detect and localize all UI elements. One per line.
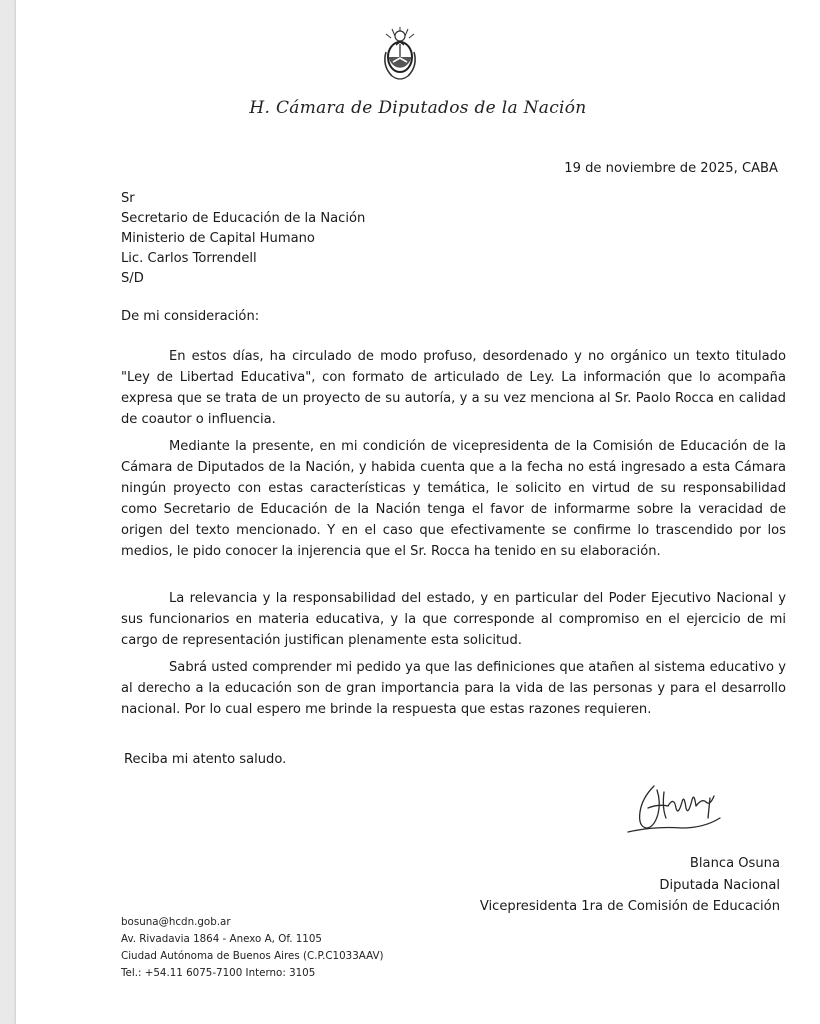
letter-date: 19 de noviembre de 2025, CABA — [564, 161, 778, 176]
chamber-letterhead: H. Cámara de Diputados de la Nación — [249, 98, 587, 118]
body-paragraph: Sabrá usted comprender mi pedido ya que las definiciones que atañen al sistema educativo y al derecho a la educación son de gran importancia para la vida de las personas y para el desarrollo nacional. Por lo cual espero me brinde la respuesta que estas razones requieren. — [121, 660, 786, 717]
signer-role: Vicepresidenta 1ra de Comisión de Educación — [479, 899, 780, 914]
signature-block — [480, 853, 780, 918]
recipient-line: Lic. Carlos Torrendell — [121, 251, 257, 266]
recipient-line: S/D — [121, 271, 144, 286]
contact-phone: Tel.: +54.11 6075-7100 Interno: 3105 — [121, 967, 316, 979]
contact-footer — [121, 914, 384, 982]
recipient-line: Ministerio de Capital Humano — [121, 231, 315, 246]
body-paragraph: En estos días, ha circulado de modo profuso, desordenado y no orgánico un texto titulado "Ley de Libertad Educativa", con formato de articulado de Ley. La información que lo acompaña expresa que se trata de un proyecto de su autoría, y a su vez menciona al Sr. Paolo Rocca en calidad de coautor o influencia. — [121, 349, 786, 427]
argentine-coat-of-arms-icon — [380, 24, 420, 84]
closing-line: Reciba mi atento saludo. — [124, 752, 287, 767]
body-paragraph: La relevancia y la responsabilidad del estado, y en particular del Poder Ejecutivo Nacional y sus funcionarios en materia educativa, y la que corresponde al compromiso en el ejercicio de mi cargo de representación justifican plenamente esta solicitud. — [121, 591, 786, 648]
body-paragraph: Mediante la presente, en mi condición de vicepresidenta de la Comisión de Educación de la Cámara de Diputados de la Nación, y habida cuenta que a la fecha no está ingresado a esta Cámara ningún proyecto con estas características y temática, le solicito en virtud de su responsabilidad como Secretario de Educación de la Nación tenga el favor de informarme sobre la veracidad de origen del texto mencionado. Y en el caso que efectivamente se confirme lo trascendido por los medios, le pido conocer la injerencia que el Sr. Rocca ha tenido en su elaboración. — [121, 439, 786, 559]
signer-title: Diputada Nacional — [659, 877, 780, 893]
contact-city: Ciudad Autónoma de Buenos Aires (C.P.C1033AAV) — [121, 950, 384, 962]
recipient-line: Secretario de Educación de la Nación — [121, 211, 366, 226]
recipient-block — [121, 189, 365, 289]
recipient-line: Sr — [121, 191, 135, 206]
letter-page — [16, 0, 820, 1024]
salutation: De mi consideración: — [121, 309, 260, 324]
handwritten-signature — [624, 778, 724, 840]
contact-email: bosuna@hcdn.gob.ar — [121, 916, 231, 928]
contact-address: Av. Rivadavia 1864 - Anexo A, Of. 1105 — [121, 933, 322, 945]
signer-name: Blanca Osuna — [689, 856, 780, 871]
